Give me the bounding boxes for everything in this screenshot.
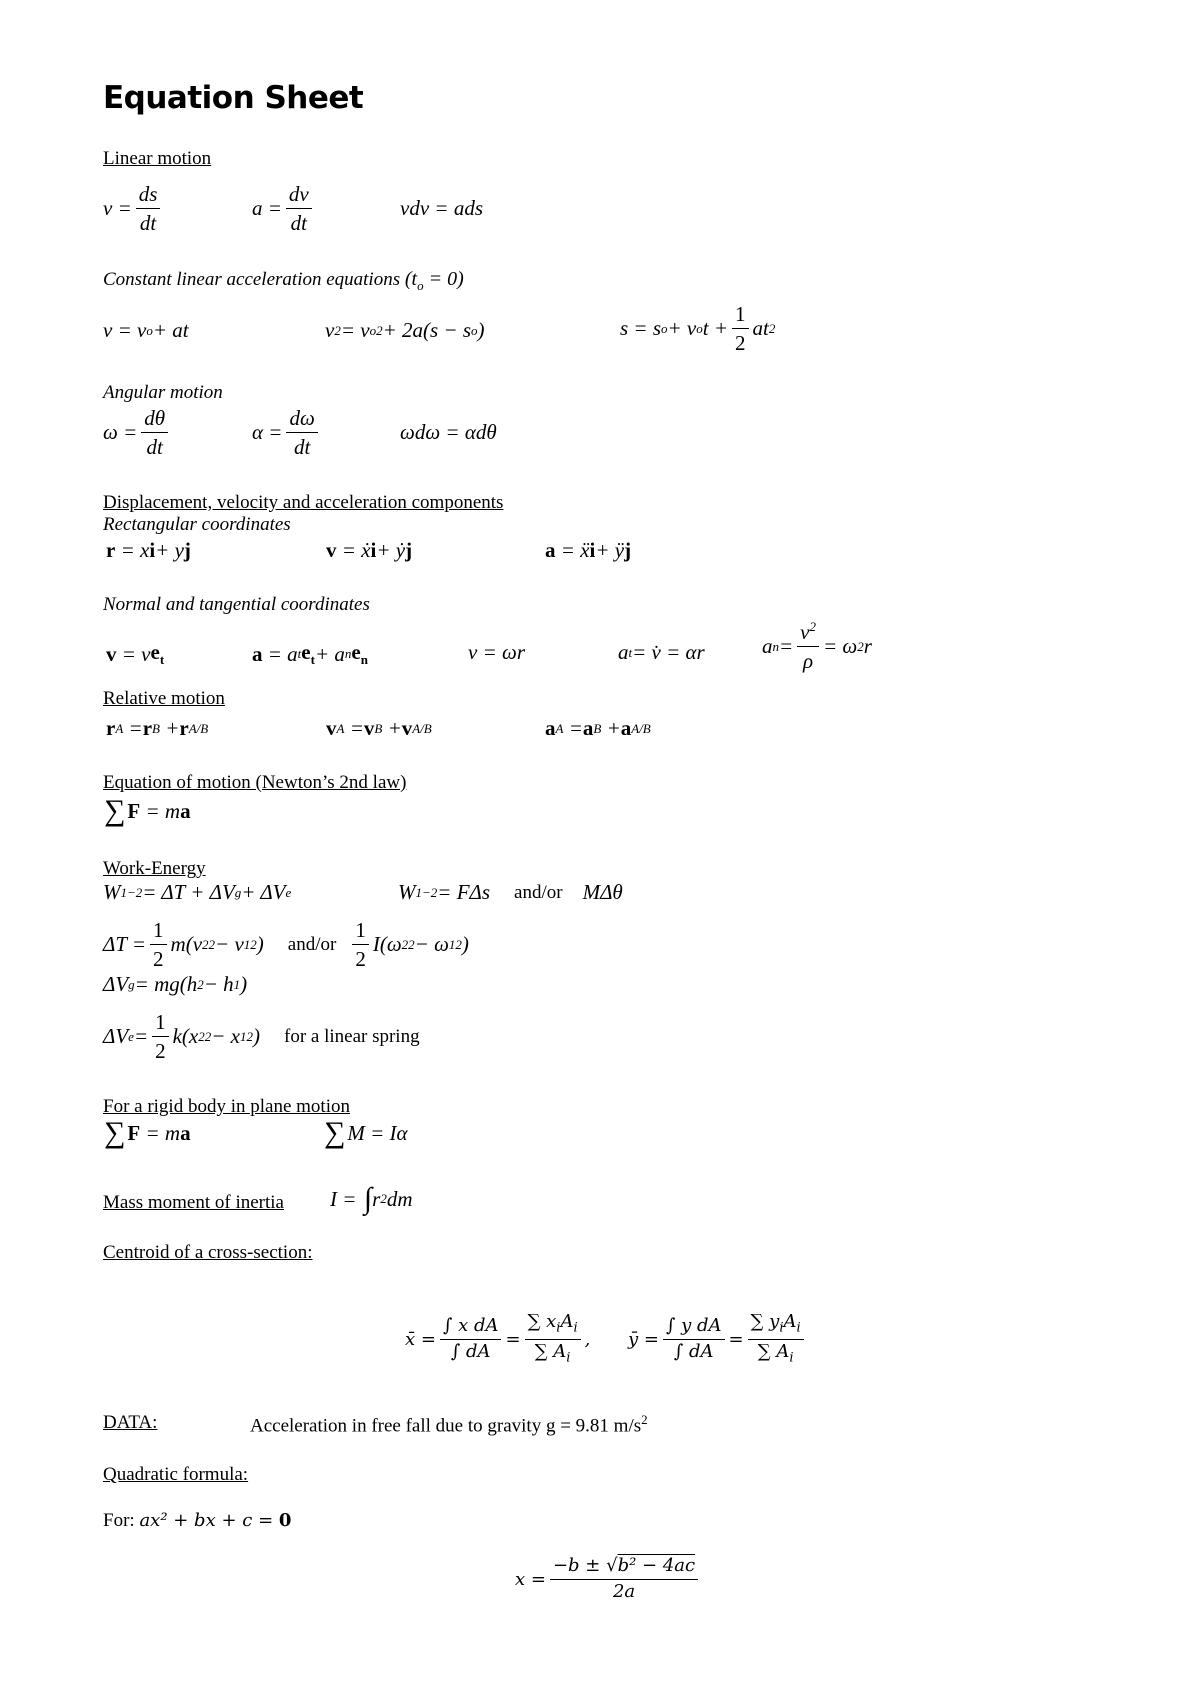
eq-vdv-ads: vdv = ads: [400, 196, 483, 220]
section-newton: Equation of motion (Newton’s 2nd law): [103, 772, 407, 793]
section-angular-motion: Angular motion: [103, 382, 223, 403]
eq-s: s = s o + v o t + $\frac{1}{2}$ at 2: [620, 302, 776, 356]
eq-velocity: v = $\frac{ds}{dt}$: [103, 182, 164, 235]
eq-v-omega-r: v = ωr: [468, 640, 525, 664]
section-mass-moment: Mass moment of inertia: [103, 1192, 284, 1213]
eq-rigid-force: ∑ F = m a: [104, 1116, 191, 1149]
eq-delta-ve: ΔV e = $\frac{1}{2}$ k(x 2 2 − x 1 2 ) for a linear spring: [103, 1010, 420, 1064]
section-linear-motion: Linear motion: [103, 148, 212, 169]
note-linear-spring: for a linear spring: [284, 1025, 420, 1047]
eq-delta-t: ΔT = $\frac{1}{2}$ m(v 2 2 − v 1 2 ) and/or $\frac{1}{2}$ I(ω 2 2 − ω 1 2 ): [103, 918, 469, 972]
eq-centroid-x: x̄ = $\frac{\text{∫ x dA}}{\int dA}$ = $\frac{\sum x_iA_i}{\sum A_i}$ ,: [405, 1311, 591, 1366]
eq-omega-domega: ωdω = αdθ: [400, 420, 497, 444]
subsection-rectangular: Rectangular coordinates: [103, 514, 291, 535]
note-and-or-1: and/or: [514, 881, 563, 903]
eq-acceleration: a = $\frac{dv}{dt}$: [252, 182, 316, 235]
note-and-or-2: and/or: [287, 933, 337, 955]
section-components: Displacement, velocity and acceleration components: [103, 492, 504, 513]
eq-v-vo-at: v = v o + at: [103, 318, 189, 342]
eq-omega: ω = $\frac{d\theta}{dt}$: [103, 406, 172, 459]
eq-alpha: α = $\frac{d\omega}{dt}$: [252, 406, 322, 459]
eq-v-relative: v A = v B + v A/B: [326, 716, 432, 740]
eq-newton: ∑ F = m a: [104, 794, 191, 827]
eq-delta-vg: ΔV g = mg(h 2 − h 1 ): [103, 972, 248, 996]
eq-a-nt: a = a t $e_t$ + a n $e_n$: [252, 640, 368, 668]
data-gravity: Acceleration in free fall due to gravity g = 9.81 $m/s^2$: [250, 1412, 648, 1437]
section-rigid-body: For a rigid body in plane motion: [103, 1096, 350, 1117]
section-constant-accel: Constant linear acceleration equations $(t_o = 0)$: [103, 268, 464, 293]
label-data: DATA:: [103, 1412, 158, 1433]
section-relative-motion: Relative motion: [103, 688, 225, 709]
eq-a-relative: a A = a B + a A/B: [545, 716, 651, 740]
quadratic-for: For: ax² + bx + c = 0: [103, 1510, 292, 1531]
subsection-normal-tangential: Normal and tangential coordinates: [103, 594, 370, 615]
eq-v2: v 2 = v o 2 + 2a(s − s o ): [325, 318, 485, 342]
page-title: Equation Sheet: [103, 80, 364, 116]
section-centroid: Centroid of a cross-section:: [103, 1242, 313, 1263]
eq-v-nt: v = v $e_t$: [106, 640, 165, 668]
eq-quadratic: x = $\frac{\text{−b ± √b² − 4ac}}{2a}$: [515, 1556, 702, 1602]
eq-a-rect: a = ẍ i + ÿ j: [545, 538, 632, 562]
section-quadratic: Quadratic formula:: [103, 1464, 249, 1485]
eq-r-rect: r = x i + y j: [106, 538, 191, 562]
eq-centroid-y: ȳ = $\frac{\text{∫ y dA}}{\int dA}$ = $\frac{\sum y_iA_i}{\sum A_i}$: [628, 1312, 808, 1366]
section-work-energy: Work-Energy: [103, 858, 206, 879]
eq-an: a n = $\frac{v^2}{\rho}$ = ω 2 r: [762, 619, 872, 674]
eq-work-energy-2: W 1−2 = FΔs and/or MΔθ: [398, 880, 623, 904]
eq-at: a t = v̇ = αr: [618, 640, 705, 664]
eq-rigid-moment: ∑ M = Iα: [324, 1116, 408, 1149]
eq-mass-moment: I = ∫ r 2 dm: [330, 1182, 413, 1215]
eq-work-energy-1: W 1−2 = ΔT + ΔV g + ΔV e: [103, 880, 292, 904]
eq-r-relative: r A = r B + r A/B: [106, 716, 209, 740]
eq-v-rect: v = ẋ i + ẏ j: [326, 538, 413, 562]
